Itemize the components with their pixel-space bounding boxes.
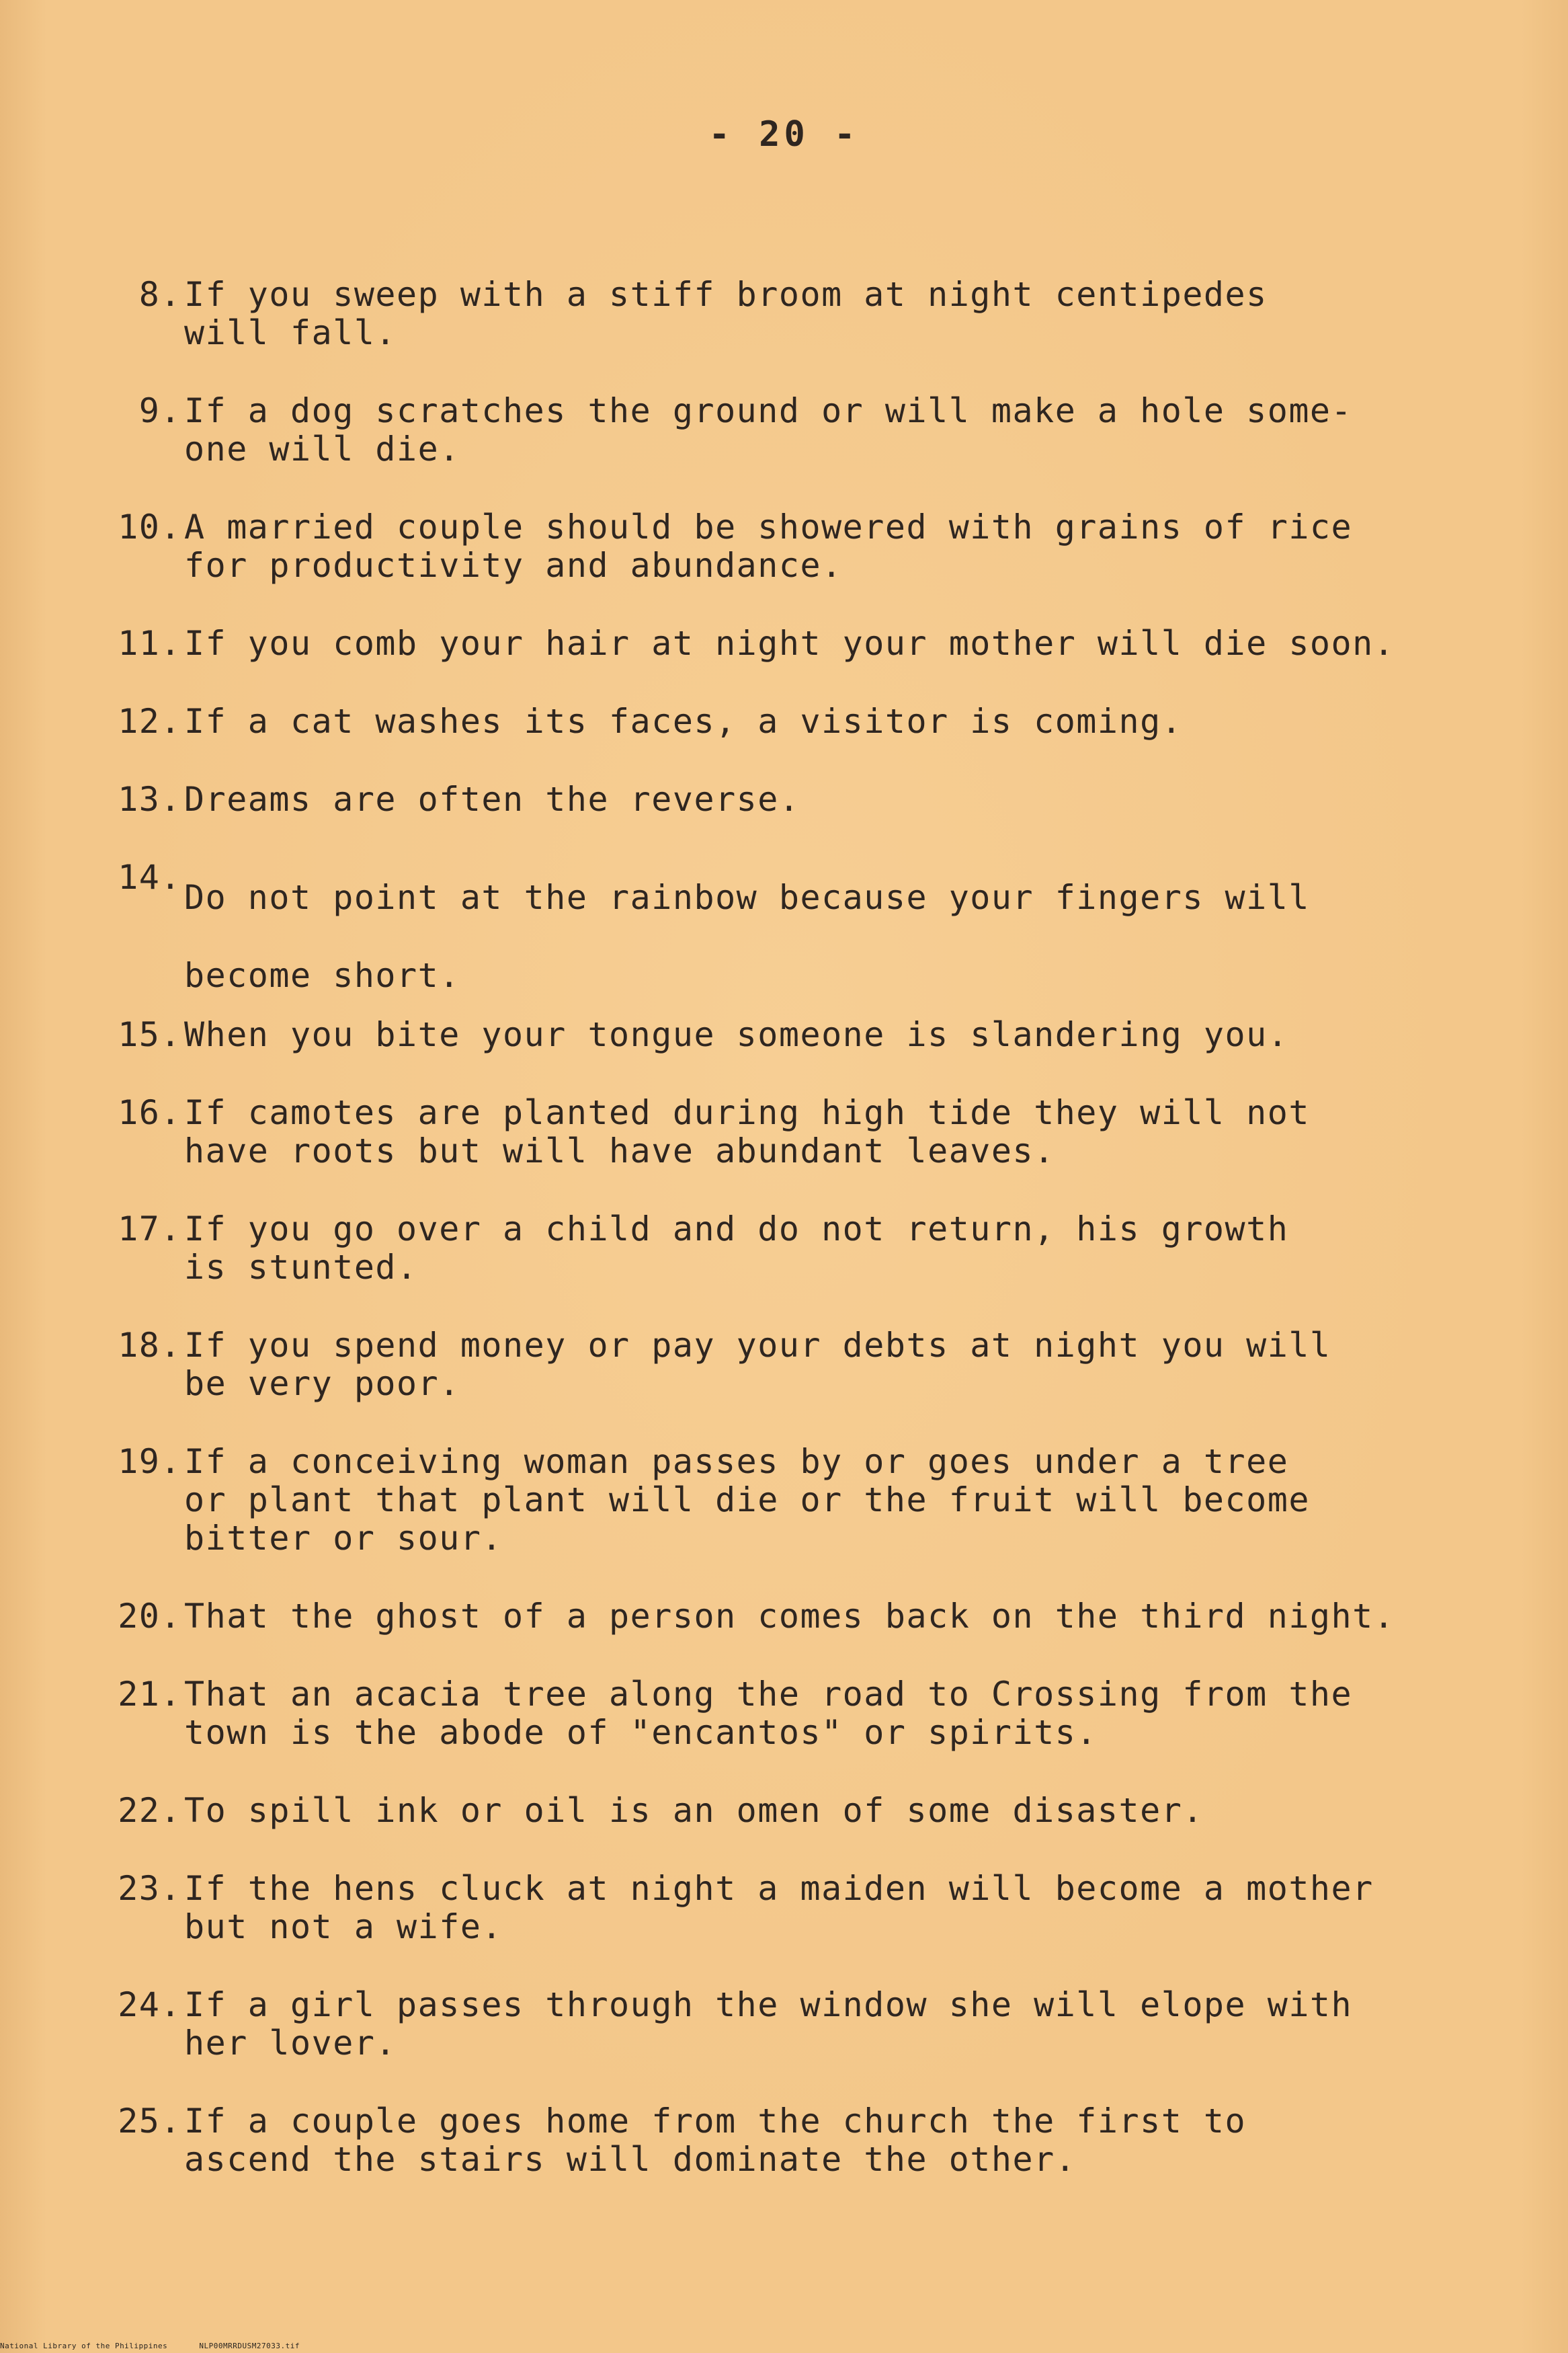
item-number: 8. (138, 275, 181, 314)
item-number: 15. (118, 1015, 181, 1054)
item-text: If the hens cluck at night a maiden will become a mother but not a wife. (184, 1869, 1374, 1946)
list-item (87, 1675, 1512, 1752)
item-text: If a cat washes its faces, a visitor is coming. (184, 702, 1183, 741)
item-text: If camotes are planted during high tide they will not have roots but will have abundant leaves. (184, 1093, 1310, 1170)
item-number: 20. (118, 1597, 181, 1636)
list-item (87, 1094, 1512, 1170)
item-text: If a conceiving woman passes by or goes under a tree or plant that plant will die or the fruit will become bitter or sour. (184, 1442, 1310, 1558)
footer-file: NLP00MRRDUSM27033.tif (199, 2342, 300, 2350)
item-number: 25. (118, 2102, 181, 2141)
list-item (87, 859, 1512, 1014)
item-text: If you spend money or pay your debts at night you will be very poor. (184, 1326, 1331, 1403)
list-item (87, 276, 1512, 352)
item-text: If a dog scratches the ground or will make a hole some- one will die. (184, 391, 1353, 469)
item-number: 23. (118, 1869, 181, 1908)
item-text: Dreams are often the reverse. (184, 780, 800, 819)
superstition-list (87, 276, 1512, 2219)
item-number: 24. (118, 1985, 181, 2024)
item-number: 22. (118, 1791, 181, 1830)
list-item (87, 1870, 1512, 1946)
list-item (87, 1986, 1512, 2063)
item-number: 18. (118, 1326, 181, 1365)
item-text: When you bite your tongue someone is slandering you. (184, 1015, 1289, 1054)
item-text: Do not point at the rainbow because your fingers will become short. (184, 878, 1310, 995)
list-item (87, 703, 1512, 741)
list-item (87, 625, 1512, 663)
item-number: 13. (118, 780, 181, 819)
item-number: 19. (118, 1442, 181, 1481)
item-text: If a girl passes through the window she will elope with her lover. (184, 1985, 1353, 2063)
list-item (87, 1016, 1512, 1054)
item-number: 9. (138, 391, 181, 430)
item-number: 12. (118, 702, 181, 741)
list-item (87, 1210, 1512, 1287)
list-item (87, 1597, 1512, 1636)
item-text: That an acacia tree along the road to Crossing from the town is the abode of "encantos" or spirits. (184, 1675, 1353, 1752)
item-number: 16. (118, 1093, 181, 1132)
item-number: 14. (118, 858, 181, 897)
scan-footer (0, 2342, 327, 2350)
item-text: A married couple should be showered with grains of rice for productivity and abundance. (184, 508, 1353, 585)
list-item (87, 1792, 1512, 1830)
footer-source: National Library of the Philippines (0, 2342, 168, 2350)
list-item (87, 392, 1512, 469)
item-number: 21. (118, 1675, 181, 1714)
item-text: If you go over a child and do not return, his growth is stunted. (184, 1209, 1289, 1287)
item-text: If you comb your hair at night your mother will die soon. (184, 624, 1395, 663)
item-text: To spill ink or oil is an omen of some disaster. (184, 1791, 1204, 1830)
item-number: 11. (118, 624, 181, 663)
item-text: If a couple goes home from the church the first to ascend the stairs will dominate the other. (184, 2102, 1247, 2179)
list-item (87, 508, 1512, 585)
item-number: 10. (118, 508, 181, 547)
item-text: If you sweep with a stiff broom at night centipedes will fall. (184, 275, 1268, 352)
item-number: 17. (118, 1209, 181, 1248)
list-item (87, 1443, 1512, 1558)
list-item (87, 1326, 1512, 1403)
list-item (87, 2102, 1512, 2179)
page-number: - 20 - (708, 114, 860, 155)
item-text: That the ghost of a person comes back on the third night. (184, 1597, 1395, 1636)
list-item (87, 781, 1512, 819)
